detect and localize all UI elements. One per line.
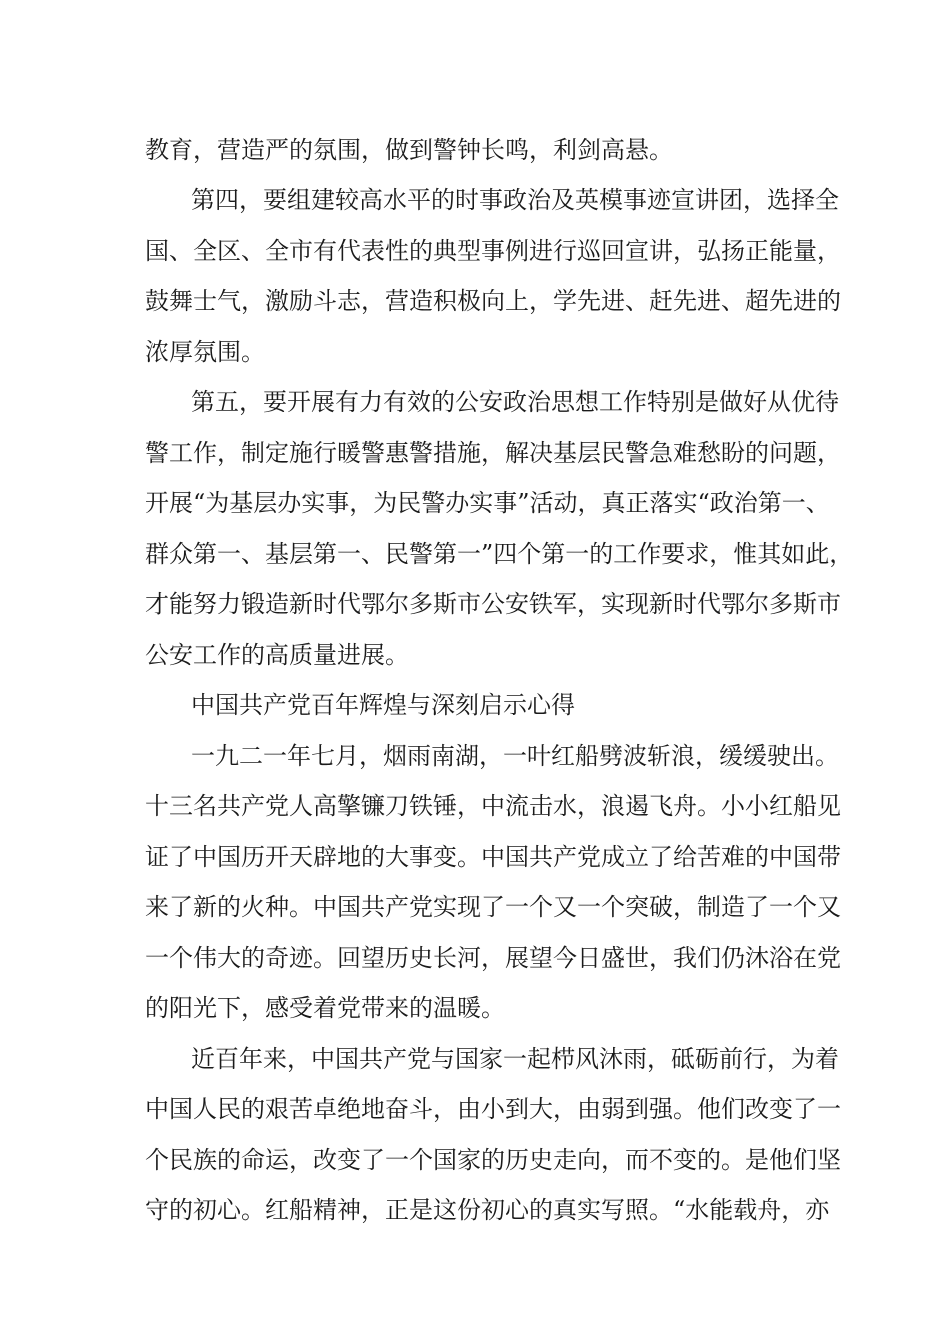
text-line (0, 1192, 950, 1228)
text-line (0, 1091, 950, 1127)
text-line-content: 个民族的命运，改变了一个国家的历史走向，而不变的。是他们坚 (145, 1146, 841, 1174)
text-line-content: 第五，要开展有力有效的公安政治思想工作特别是做好从优待 (191, 388, 839, 416)
text-line-content: 开展“为基层办实事，为民警办实事”活动，真正落实“政治第一、 (145, 489, 830, 517)
text-line (0, 283, 950, 319)
text-line (0, 889, 950, 925)
text-line (0, 839, 950, 875)
paragraph-first-line (0, 384, 950, 420)
paragraph-first-line (0, 738, 950, 774)
text-line (0, 586, 950, 622)
text-line-content: 鼓舞士气，激励斗志，营造积极向上，学先进、赶先进、超先进的 (145, 287, 841, 315)
text-line-content: 十三名共产党人高擎镰刀铁锤，中流击水，浪遏飞舟。小小红船见 (145, 792, 841, 820)
text-line-content: 教育，营造严的氛围，做到警钟长鸣，利剑高悬。 (145, 136, 673, 164)
text-line (0, 233, 950, 269)
section-title-text: 中国共产党百年辉煌与深刻启示心得 (191, 691, 575, 719)
text-line-content: 守的初心。红船精神，正是这份初心的真实写照。“水能载舟，亦 (145, 1196, 830, 1224)
text-line (0, 485, 950, 521)
text-line-content: 公安工作的高质量进展。 (145, 641, 409, 669)
text-line-content: 第四，要组建较高水平的时事政治及英模事迹宣讲团，选择全 (191, 186, 839, 214)
section-title (0, 687, 950, 723)
text-line (0, 788, 950, 824)
text-line-content: 一九二一年七月，烟雨南湖，一叶红船劈波斩浪，缓缓驶出。 (191, 742, 839, 770)
text-line (0, 334, 950, 370)
text-line-content: 一个伟大的奇迹。回望历史长河，展望今日盛世，我们仍沐浴在党 (145, 944, 841, 972)
text-line-content: 警工作，制定施行暖警惠警措施，解决基层民警急难愁盼的问题， (145, 439, 841, 467)
text-line-content: 证了中国历开天辟地的大事变。中国共产党成立了给苦难的中国带 (145, 843, 841, 871)
text-line-content: 中国人民的艰苦卓绝地奋斗，由小到大，由弱到强。他们改变了一 (145, 1095, 841, 1123)
text-line-content: 近百年来，中国共产党与国家一起栉风沐雨，砥砺前行，为着 (191, 1045, 839, 1073)
paragraph-first-line (0, 1041, 950, 1077)
text-line-content: 国、全区、全市有代表性的典型事例进行巡回宣讲，弘扬正能量， (145, 237, 841, 265)
text-line (0, 536, 950, 572)
text-line-content: 才能努力锻造新时代鄂尔多斯市公安铁军，实现新时代鄂尔多斯市 (145, 590, 841, 618)
text-line-content: 浓厚氛围。 (145, 338, 265, 366)
text-line-content: 的阳光下，感受着党带来的温暖。 (145, 994, 505, 1022)
text-line-content: 来了新的火种。中国共产党实现了一个又一个突破，制造了一个又 (145, 893, 841, 921)
text-line (0, 940, 950, 976)
text-line (0, 132, 950, 168)
text-line (0, 637, 950, 673)
text-line (0, 1142, 950, 1178)
text-line-content: 群众第一、基层第一、民警第一”四个第一的工作要求，惟其如此， (145, 540, 854, 568)
text-line (0, 990, 950, 1026)
text-line (0, 435, 950, 471)
paragraph-first-line (0, 182, 950, 218)
